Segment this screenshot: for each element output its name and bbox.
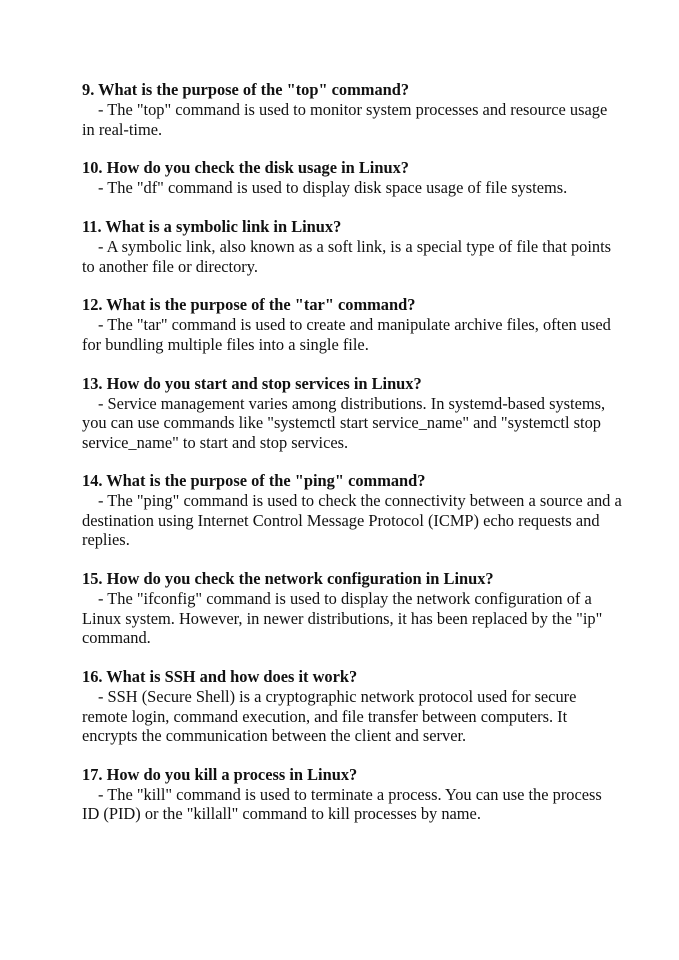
qa-item — [82, 80, 622, 139]
answer-text: - Service management varies among distributions. In systemd-based systems, you can use commands like "systemctl start service_name" and "systemctl stop service_name" to start and stop services. — [82, 393, 606, 452]
answer-text: - The "tar" command is used to create and manipulate archive files, often used for bundling multiple files into a single file. — [82, 315, 611, 354]
qa-item — [82, 374, 622, 453]
qa-item — [82, 765, 622, 824]
question-heading: 11. What is a symbolic link in Linux? — [82, 217, 342, 237]
qa-item — [82, 158, 622, 198]
qa-item — [82, 569, 622, 648]
qa-item — [82, 217, 622, 276]
question-heading: 14. What is the purpose of the "ping" command? — [82, 471, 426, 491]
answer-text: - SSH (Secure Shell) is a cryptographic network protocol used for secure remote login, command execution, and file transfer between computers. It encrypts the communication between the client and server. — [82, 687, 577, 746]
answer-text: - The "ping" command is used to check the connectivity between a source and a destination using Internet Control Message Protocol (ICMP) echo requests and replies. — [82, 491, 622, 550]
answer-text: - The "df" command is used to display disk space usage of file systems. — [98, 178, 568, 198]
question-heading: 16. What is SSH and how does it work? — [82, 667, 358, 687]
question-heading: 15. How do you check the network configuration in Linux? — [82, 569, 494, 589]
qa-item — [82, 295, 622, 354]
question-heading: 9. What is the purpose of the "top" command? — [82, 80, 410, 99]
question-heading: 13. How do you start and stop services in Linux? — [82, 373, 422, 393]
answer-text: - The "top" command is used to monitor system processes and resource usage in real-time. — [82, 100, 608, 139]
answer-text: - The "kill" command is used to terminate a process. You can use the process ID (PID) or the "killall" command to kill processes by name. — [82, 784, 602, 824]
answer-text: - The "ifconfig" command is used to display the network configuration of a Linux system. However, in newer distributions, it has been replaced by the "ip" command. — [82, 589, 603, 648]
document-page — [82, 80, 622, 843]
question-heading: 12. What is the purpose of the "tar" command? — [82, 295, 416, 315]
answer-text: - A symbolic link, also known as a soft link, is a special type of file that points to another file or directory. — [82, 237, 612, 276]
question-heading: 17. How do you kill a process in Linux? — [82, 764, 358, 784]
qa-item — [82, 667, 622, 746]
question-heading: 10. How do you check the disk usage in Linux? — [82, 158, 409, 178]
qa-item — [82, 471, 622, 550]
